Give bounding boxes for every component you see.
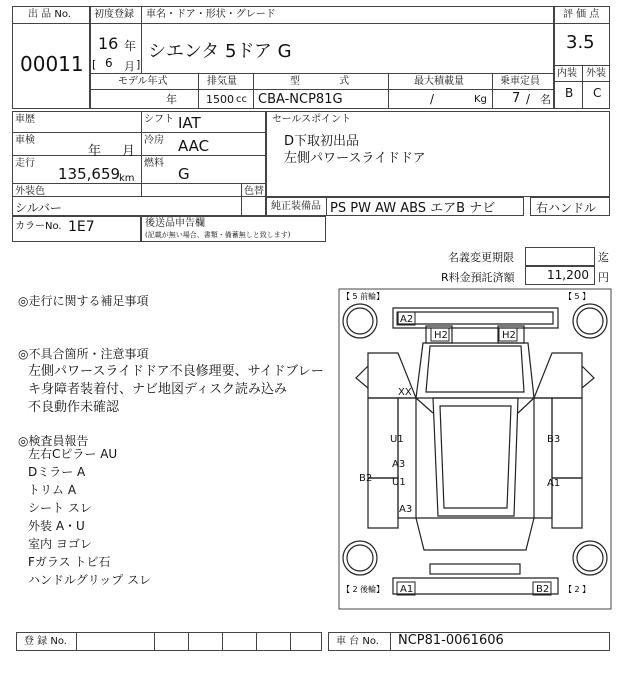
mark-u1-left: U1 bbox=[390, 434, 404, 445]
exterior-color-value: シルバー bbox=[15, 201, 62, 215]
color-no-label: カラーNo. bbox=[15, 221, 62, 232]
mark-a3-mid: A3 bbox=[392, 459, 406, 470]
mark-b2-rear: B2 bbox=[536, 584, 550, 595]
color-no-value: 1E7 bbox=[68, 219, 95, 235]
sales-point-2: 左側パワースライドドア bbox=[284, 151, 426, 166]
aftermarket-label: 後送品申告欄 bbox=[145, 218, 205, 229]
inspection-year-unit: 年 bbox=[88, 144, 102, 159]
equipment-label: 純正装備品 bbox=[271, 201, 321, 212]
mark-a1-rear: A1 bbox=[400, 584, 414, 595]
model-year-unit: 年 bbox=[166, 93, 177, 106]
vehicle-name-label: 車名・ドア・形状・グレード bbox=[146, 9, 276, 20]
car-damage-diagram bbox=[338, 288, 612, 610]
sales-points-label: セールスポイント bbox=[272, 114, 352, 125]
inspector-line-4: シート スレ bbox=[28, 501, 92, 515]
displacement-unit: cc bbox=[236, 94, 247, 105]
repaint-label: 色替 bbox=[244, 186, 264, 197]
month-unit: 月 bbox=[124, 60, 135, 73]
exterior-grade: C bbox=[593, 86, 602, 100]
corner-bottom-right: 【 2 】 bbox=[564, 585, 591, 594]
mark-h2-left: H2 bbox=[434, 330, 448, 341]
mark-u1-mid: U1 bbox=[392, 477, 406, 488]
sales-point-1: D下取初出品 bbox=[284, 134, 360, 149]
first-registration-month: 6 bbox=[105, 56, 113, 70]
score-value: 3.5 bbox=[566, 32, 595, 53]
shift-value: IAT bbox=[178, 114, 201, 132]
max-load-label: 最大積載量 bbox=[414, 76, 464, 87]
inspector-line-2: Dミラー A bbox=[28, 465, 86, 479]
equipment-value: PS PW AW ABS エアB ナビ bbox=[330, 201, 496, 216]
displacement-value: 1500 bbox=[206, 93, 234, 106]
inspector-line-8: ハンドルグリップ スレ bbox=[28, 573, 152, 587]
name-change-label: 名義変更期限 bbox=[448, 251, 514, 264]
mark-b3: B3 bbox=[547, 434, 561, 445]
chassis-value: NCP81-0061606 bbox=[398, 633, 504, 648]
mark-a1-right: A1 bbox=[547, 478, 561, 489]
corner-bottom-left: 【 2 後輪】 bbox=[342, 585, 385, 594]
inspection-label: 車検 bbox=[15, 135, 35, 146]
defect-line-2: キ身障者装着付、ナビ地図ディスク読み込み bbox=[28, 382, 287, 397]
mileage-unit: km bbox=[119, 173, 135, 184]
history-label: 車歴 bbox=[15, 114, 35, 125]
fuel-label: 燃料 bbox=[144, 158, 164, 169]
inspector-line-1: 左右Cピラー AU bbox=[28, 447, 118, 461]
inspector-line-3: トリム A bbox=[28, 483, 77, 497]
capacity-label: 乗車定員 bbox=[500, 76, 540, 87]
defect-line-3: 不良動作未確認 bbox=[28, 400, 120, 415]
mark-a3-low: A3 bbox=[399, 504, 413, 515]
capacity-value: 7 bbox=[512, 91, 521, 106]
lot-number-label: 出 品 No. bbox=[28, 9, 71, 20]
driving-notes-heading: ◎走行に関する補足事項 bbox=[18, 294, 149, 308]
recycle-value: 11,200 bbox=[547, 268, 589, 282]
mark-b2-left: B2 bbox=[359, 473, 373, 484]
first-registration-label: 初度登録 bbox=[94, 9, 134, 20]
name-change-value bbox=[525, 247, 595, 266]
type-label: 型 式 bbox=[290, 76, 368, 87]
steering-value: 右ハンドル bbox=[536, 201, 597, 215]
shift-label: シフト bbox=[144, 114, 174, 125]
aircon-value: AAC bbox=[178, 137, 210, 155]
vehicle-name: シエンタ 5ドア G bbox=[148, 41, 292, 62]
inspector-line-5: 外装 A・U bbox=[28, 519, 85, 533]
score-label: 評 価 点 bbox=[563, 9, 600, 20]
aftermarket-note: (記載が無い場合、書類・備蓄無しと致します) bbox=[145, 231, 291, 239]
mark-a2: A2 bbox=[400, 314, 414, 325]
mark-xx: XX bbox=[398, 387, 412, 398]
corner-top-right: 【 5 】 bbox=[564, 292, 591, 301]
first-registration-year: 16 bbox=[98, 34, 119, 53]
max-load-unit: Kg bbox=[474, 94, 487, 105]
inspector-heading: ◎検査員報告 bbox=[18, 434, 89, 448]
model-year-label: モデル年式 bbox=[118, 76, 168, 87]
year-unit: 年 bbox=[124, 39, 137, 53]
exterior-label: 外装 bbox=[586, 68, 606, 79]
max-load-value: / bbox=[430, 92, 435, 106]
inspector-line-7: Fガラス トビ石 bbox=[28, 555, 111, 569]
chassis-label: 車 台 No. bbox=[336, 636, 379, 647]
registration-label: 登 録 No. bbox=[24, 636, 67, 647]
defect-line-1: 左側パワースライドドア不良修理要、サイドブレー bbox=[28, 364, 324, 379]
name-change-unit: 迄 bbox=[598, 251, 609, 264]
fuel-value: G bbox=[178, 165, 190, 183]
inspector-line-6: 室内 ヨゴレ bbox=[28, 537, 92, 551]
defects-heading: ◎不具合箇所・注意事項 bbox=[18, 347, 149, 361]
capacity-unit: 名 bbox=[540, 93, 551, 106]
exterior-color-label: 外装色 bbox=[15, 186, 45, 197]
interior-label: 内装 bbox=[557, 68, 577, 79]
lot-number: 00011 bbox=[20, 52, 84, 76]
mileage-label: 走行 bbox=[15, 158, 35, 169]
displacement-label: 排気量 bbox=[207, 76, 237, 87]
mileage-value: 135,659 bbox=[58, 165, 121, 183]
mark-h2-right: H2 bbox=[502, 330, 516, 341]
corner-top-left: 【 5 前輪】 bbox=[342, 292, 385, 301]
capacity-sep: / bbox=[526, 92, 531, 106]
interior-grade: B bbox=[565, 86, 574, 100]
aircon-label: 冷房 bbox=[144, 135, 164, 146]
recycle-label: R料金預託済額 bbox=[441, 271, 515, 284]
inspection-month-unit: 月 bbox=[122, 144, 136, 159]
type-value: CBA-NCP81G bbox=[258, 92, 343, 107]
recycle-unit: 円 bbox=[598, 271, 609, 284]
